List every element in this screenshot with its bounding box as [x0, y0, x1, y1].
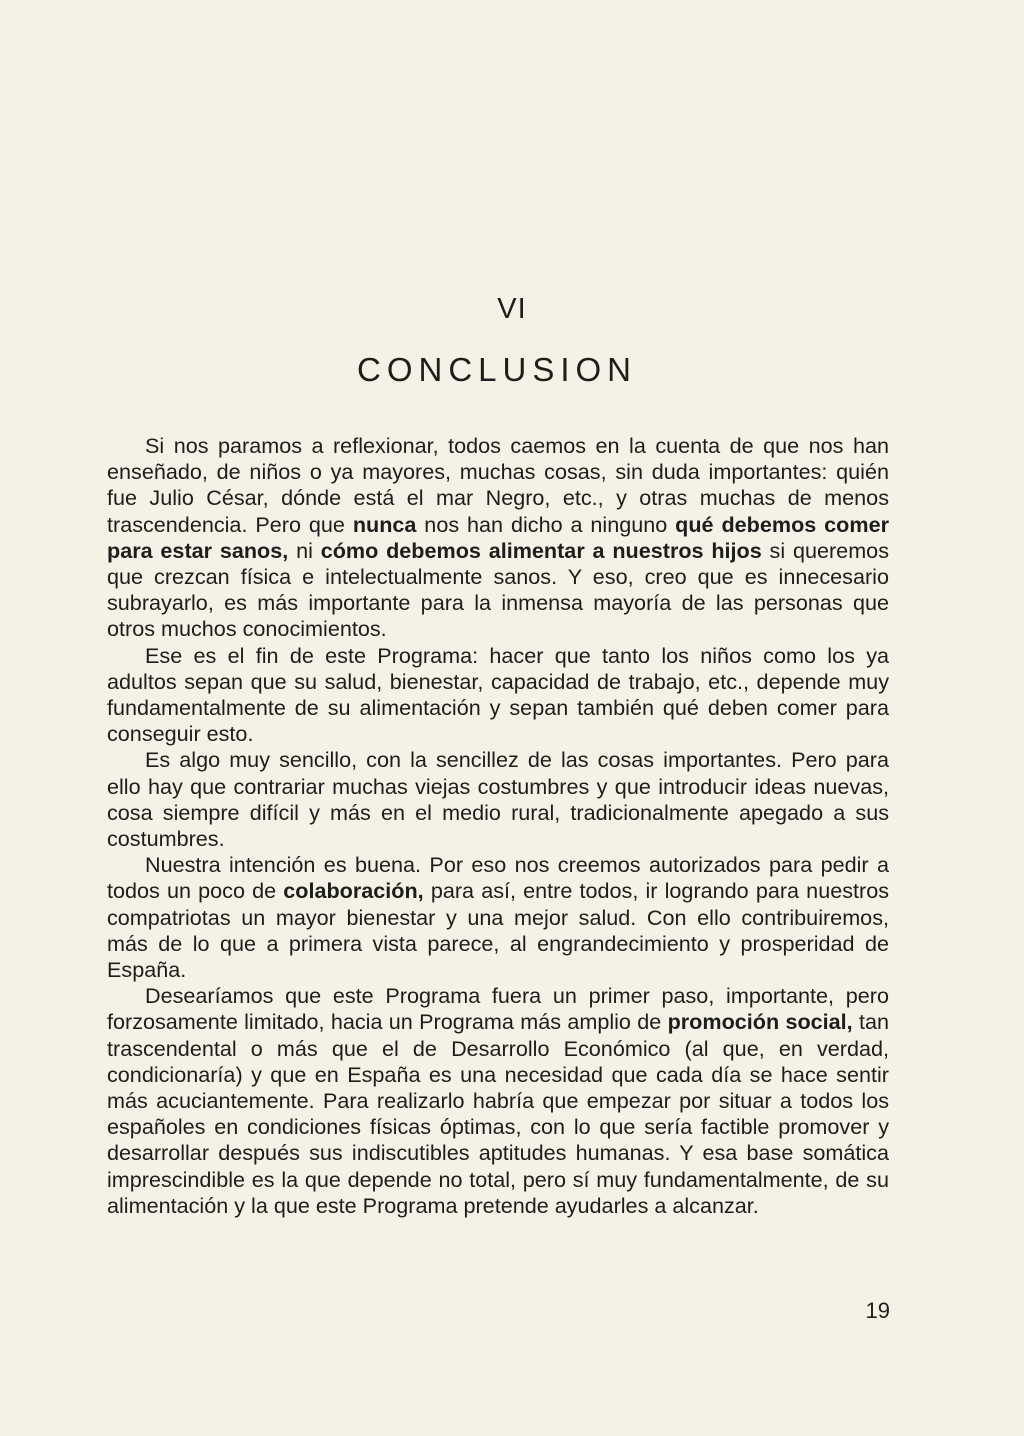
- bold-run: nunca: [352, 511, 417, 537]
- paragraph-5: [107, 983, 889, 1219]
- text-run: si queremos que crezcan física e intelectualmente sanos. Y eso, creo que es innecesario subrayarlo, es más importante para la inmensa mayoría de las personas que otros muchos conocimientos.: [107, 537, 889, 642]
- bold-run: promoción social,: [667, 1009, 853, 1035]
- paragraph-4: [107, 852, 889, 983]
- paragraph-3: [107, 747, 889, 852]
- bold-run: colaboración,: [283, 878, 424, 904]
- text-run: nos han dicho a ninguno: [416, 511, 676, 537]
- paragraph-2: [107, 643, 889, 748]
- text-run: tan trascendental o más que el de Desarrollo Económico (al que, en verdad, condicionaría) y que en España es una necesidad que cada día se hace sentir más acuciantemente. Para realizarlo habría que empezar por situar a todos los españoles en condiciones físicas óptimas, con lo que sería factible promover y desarrollar después sus indiscutibles aptitudes humanas. Y esa base somática imprescindible es la que depende no total, pero sí muy fundamentalmente, de su alimentación y la que este Programa pretende ayudarles a alcanzar.: [107, 1009, 889, 1218]
- page-number: 19: [865, 1298, 890, 1323]
- text-run: Ese es el fin de este Programa: hacer que tanto los niños como los ya adultos sepan que su salud, bienestar, capacidad de trabajo, etc., depende muy fundamentalmente de su alimentación y sepan también qué deben comer para conseguir esto.: [107, 642, 889, 747]
- text-run: Desearíamos que este Programa fuera un primer paso, importante, pero forzosamente limitado, hacia un Programa más amplio de: [107, 983, 889, 1035]
- text-run: Es algo muy sencillo, con la sencillez de las cosas importantes. Pero para ello hay que contrariar muchas viejas costumbres y que introducir ideas nuevas, cosa siempre difícil y más en el medio rural, tradicionalmente apegado a sus costumbres.: [107, 747, 889, 852]
- text-run: Nuestra intención es buena. Por eso nos creemos autorizados para pedir a todos un poco de: [107, 852, 889, 904]
- bold-run: cómo debemos alimentar a nuestros hijos: [320, 537, 762, 563]
- bold-run: qué debemos comer para estar sanos,: [107, 511, 889, 563]
- paragraph-1: [107, 433, 889, 643]
- chapter-title: CONCLUSION: [356, 351, 638, 388]
- chapter-number: VI: [497, 293, 527, 325]
- text-run: ni: [288, 537, 321, 563]
- text-run: Si nos paramos a reflexionar, todos caemos en la cuenta de que nos han enseñado, de niños o ya mayores, muchas cosas, sin duda importantes: quién fue Julio César, dónde está el mar Negro, etc., y otras muchas de menos trascendencia. Pero que: [107, 433, 889, 537]
- body-text: [107, 433, 889, 1219]
- text-run: para así, entre todos, ir logrando para nuestros compatriotas un mayor bienestar y una mejor salud. Con ello contribuiremos, más de lo que a primera vista parece, al engrandecimiento y prosperidad de España.: [107, 878, 890, 983]
